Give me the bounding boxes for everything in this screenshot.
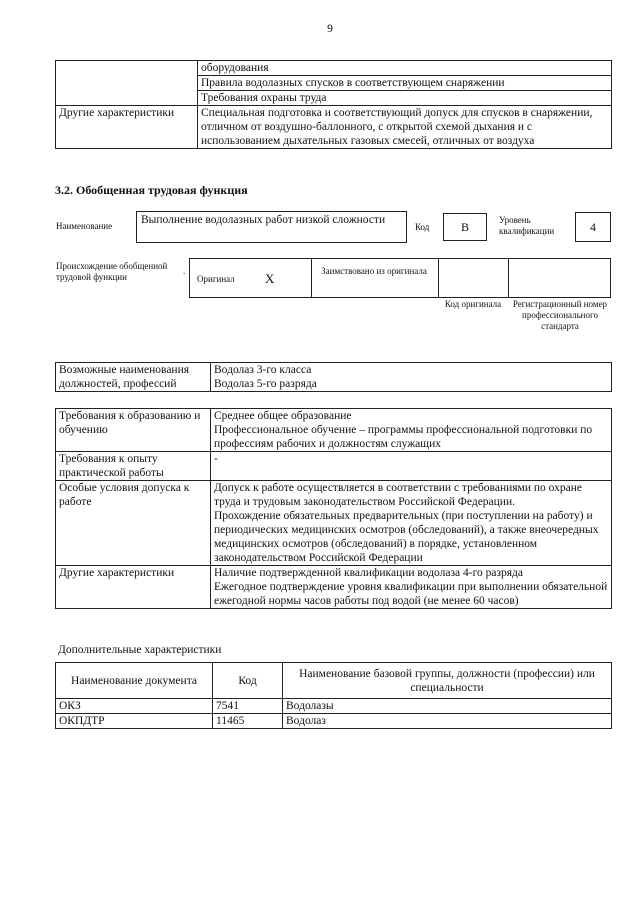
- code-value: В: [443, 213, 487, 241]
- origin-dot: .: [183, 266, 186, 276]
- table-row: [56, 452, 612, 481]
- code-label: Код: [415, 222, 430, 232]
- requirements-table: [55, 408, 612, 609]
- additional-table: [55, 662, 612, 729]
- page-number: 9: [327, 23, 333, 35]
- header-group: Наименование базовой группы, должности (профессии) или специальности: [283, 663, 612, 699]
- code-cell: 7541: [213, 699, 283, 714]
- origin-table: [189, 258, 611, 298]
- doc-cell: ОКПДТР: [56, 714, 213, 729]
- code-cell: 11465: [213, 714, 283, 729]
- level-label: Уровень квалификации: [499, 215, 555, 236]
- label-cell: Другие характеристики: [56, 106, 198, 149]
- divider: [311, 258, 312, 298]
- table-row: [56, 363, 612, 392]
- table-row: [56, 61, 612, 76]
- table-row: [56, 409, 612, 452]
- table-row: [56, 699, 612, 714]
- top-characteristics-table: [55, 60, 612, 149]
- divider: [508, 258, 509, 298]
- header-code: Код: [213, 663, 283, 699]
- empty-label-cell: [56, 61, 198, 106]
- level-value: 4: [575, 212, 611, 242]
- table-header-row: [56, 663, 612, 699]
- doc-cell: ОКЗ: [56, 699, 213, 714]
- divider: [438, 258, 439, 298]
- section-title: 3.2. Обобщенная трудовая функция: [55, 183, 248, 197]
- position-item: Водолаз 5-го разряда: [214, 378, 317, 390]
- requirement-label: Особые условия допуска к работе: [56, 481, 211, 566]
- requirement-label: Другие характеристики: [56, 566, 211, 609]
- name-value: Выполнение водолазных работ низкой сложности: [141, 214, 386, 226]
- table-row: [56, 566, 612, 609]
- origin-label: Происхождение обобщенной трудовой функции: [56, 261, 168, 282]
- value-cell: оборудования: [198, 61, 612, 76]
- requirement-value: Допуск к работе осуществляется в соответствии с требованиями по охране труда и трудовым законодательством Российской Федерации. Прохождение обязательных предварительных (при поступлении на работу) и периодических медицинских осмотров (обследований), а также внеочередных медицинских осмотров (обследований) в порядке, установленном законодательством Российской Федерации: [211, 481, 612, 566]
- requirement-label: Требования к образованию и обучению: [56, 409, 211, 452]
- positions-table: [55, 362, 612, 392]
- code-original-caption: Код оригинала: [444, 299, 502, 309]
- requirement-label: Требования к опыту практической работы: [56, 452, 211, 481]
- requirement-value: Наличие подтвержденной квалификации водолаза 4-го разряда Ежегодное подтверждение уровня квалификации при выполнении обязательной ежегодной нормы часов работы под водой (не менее 60 часов): [211, 566, 612, 609]
- group-cell: Водолазы: [283, 699, 612, 714]
- value-cell: Требования охраны труда: [198, 91, 612, 106]
- table-row: [56, 106, 612, 149]
- name-label: Наименование: [56, 221, 113, 231]
- original-label: Оригинал: [197, 274, 235, 284]
- borrowed-label: Заимствовано из оригинала: [321, 266, 427, 276]
- position-item: Водолаз 3-го класса: [214, 364, 312, 376]
- value-cell: Правила водолазных спусков в соответствующем снаряжении: [198, 76, 612, 91]
- additional-title: Дополнительные характеристики: [58, 644, 222, 656]
- group-cell: Водолаз: [283, 714, 612, 729]
- positions-values: [211, 363, 612, 392]
- value-cell: Специальная подготовка и соответствующий допуск для спусков в снаряжении, отличном от воздушно-баллонного, с открытой схемой дыхания и с использованием дыхательных газовых смесей, отличных от воздуха: [198, 106, 612, 149]
- header-document: Наименование документа: [56, 663, 213, 699]
- requirement-value: -: [211, 452, 612, 481]
- table-row: [56, 481, 612, 566]
- positions-label: Возможные наименования должностей, профессий: [56, 363, 211, 392]
- original-mark: X: [265, 271, 275, 286]
- table-row: [56, 714, 612, 729]
- requirement-value: Среднее общее образование Профессиональное обучение – программы профессиональной подготовки по профессиям рабочих и должностям служащих: [211, 409, 612, 452]
- reg-number-caption: Регистрационный номер профессионального стандарта: [512, 299, 608, 331]
- name-value-box: [136, 211, 407, 243]
